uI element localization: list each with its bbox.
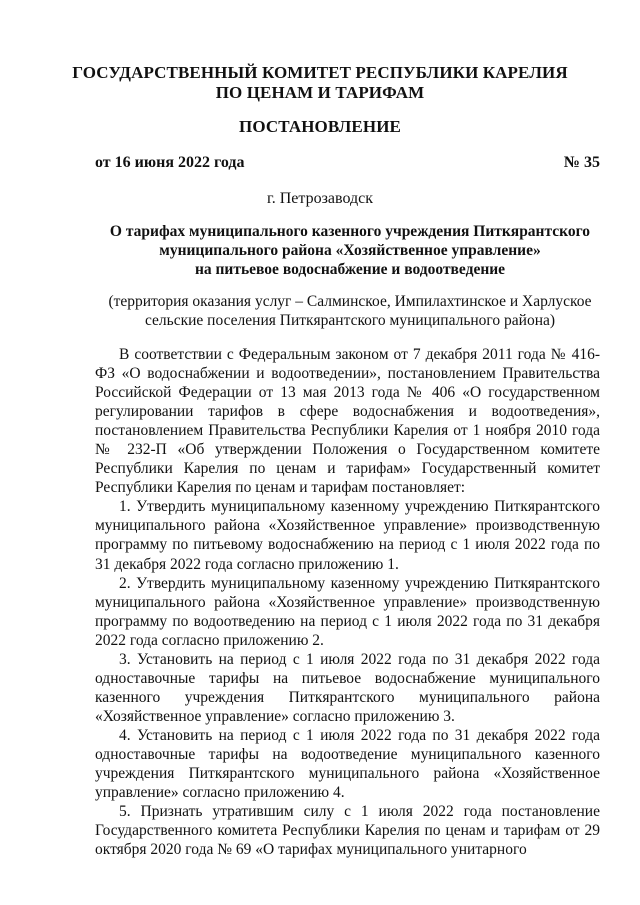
preamble-paragraph: В соответствии с Федеральным законом от 7 декабря 2011 года № 416-ФЗ «О водоснабжении и водоотведении», постановлением Правительства Российской Федерации от 13 мая 2013 года № 406 «О государственном регулировании тарифов в сфере водоснабжения и водоотведения», постановлением Правительства Республики Карелия от 1 ноября 2010 года № 232-П «Об утверждении Положения о Государственном комитете Республики Карелия по ценам и тарифам» Государственный комитет Республики Карелия по ценам и тарифам постановляет: <box>95 346 600 497</box>
document-number: № 35 <box>563 154 600 171</box>
resolution-item-4: 4. Установить на период с 1 июля 2022 года по 31 декабря 2022 года одноставочные тарифы на водоотведение муниципального казенного учреждения Питкярантского муниципального района «Хозяйственное управление» согласно приложению 4. <box>95 726 600 802</box>
territory-line-2: сельские поселения Питкярантского муниципального района) <box>144 312 556 329</box>
document-title <box>90 222 610 279</box>
doc-type-heading: ПОСТАНОВЛЕНИЕ <box>239 117 401 136</box>
city: г. Петрозаводск <box>266 190 374 207</box>
title-line-2: муниципального района «Хозяйственное управление» <box>159 242 541 259</box>
org-name-line1: ГОСУДАРСТВЕННЫЙ КОМИТЕТ РЕСПУБЛИКИ КАРЕЛИЯ <box>72 63 568 82</box>
service-territory-note <box>90 292 610 330</box>
document-date: от 16 июня 2022 года <box>95 154 245 171</box>
org-name-line2: ПО ЦЕНАМ И ТАРИФАМ <box>215 83 425 102</box>
resolution-item-5: 5. Признать утратившим силу с 1 июля 2022 года постановление Государственного комитета Республики Карелия по ценам и тарифам от 29 октября 2020 года № 69 «О тарифах муниципального унитарного <box>95 803 600 859</box>
document-body <box>95 345 600 859</box>
resolution-item-3: 3. Установить на период с 1 июля 2022 года по 31 декабря 2022 года одноставочные тарифы на питьевое водоснабжение муниципального казенного учреждения Питкярантского муниципального района «Хозяйственное управление» согласно приложению 3. <box>95 650 600 725</box>
title-line-3: на питьевое водоснабжение и водоотведение <box>194 261 506 278</box>
resolution-item-1: 1. Утвердить муниципальному казенному учреждению Питкярантского муниципального района «Хозяйственное управление» производственную программу по питьевому водоснабжению на период с 1 июля 2022 года по 31 декабря 2022 года согласно приложению 1. <box>95 498 600 573</box>
territory-line-1: (территория оказания услуг – Салминское, Импилахтинское и Харлуское <box>108 293 592 310</box>
title-line-1: О тарифах муниципального казенного учреждения Питкярантского <box>109 223 591 240</box>
resolution-item-2: 2. Утвердить муниципальному казенному учреждению Питкярантского муниципального района «Хозяйственное управление» производственную программу по водоотведению на период с 1 июля 2022 года по 31 декабря 2022 года согласно приложению 2. <box>95 574 600 649</box>
